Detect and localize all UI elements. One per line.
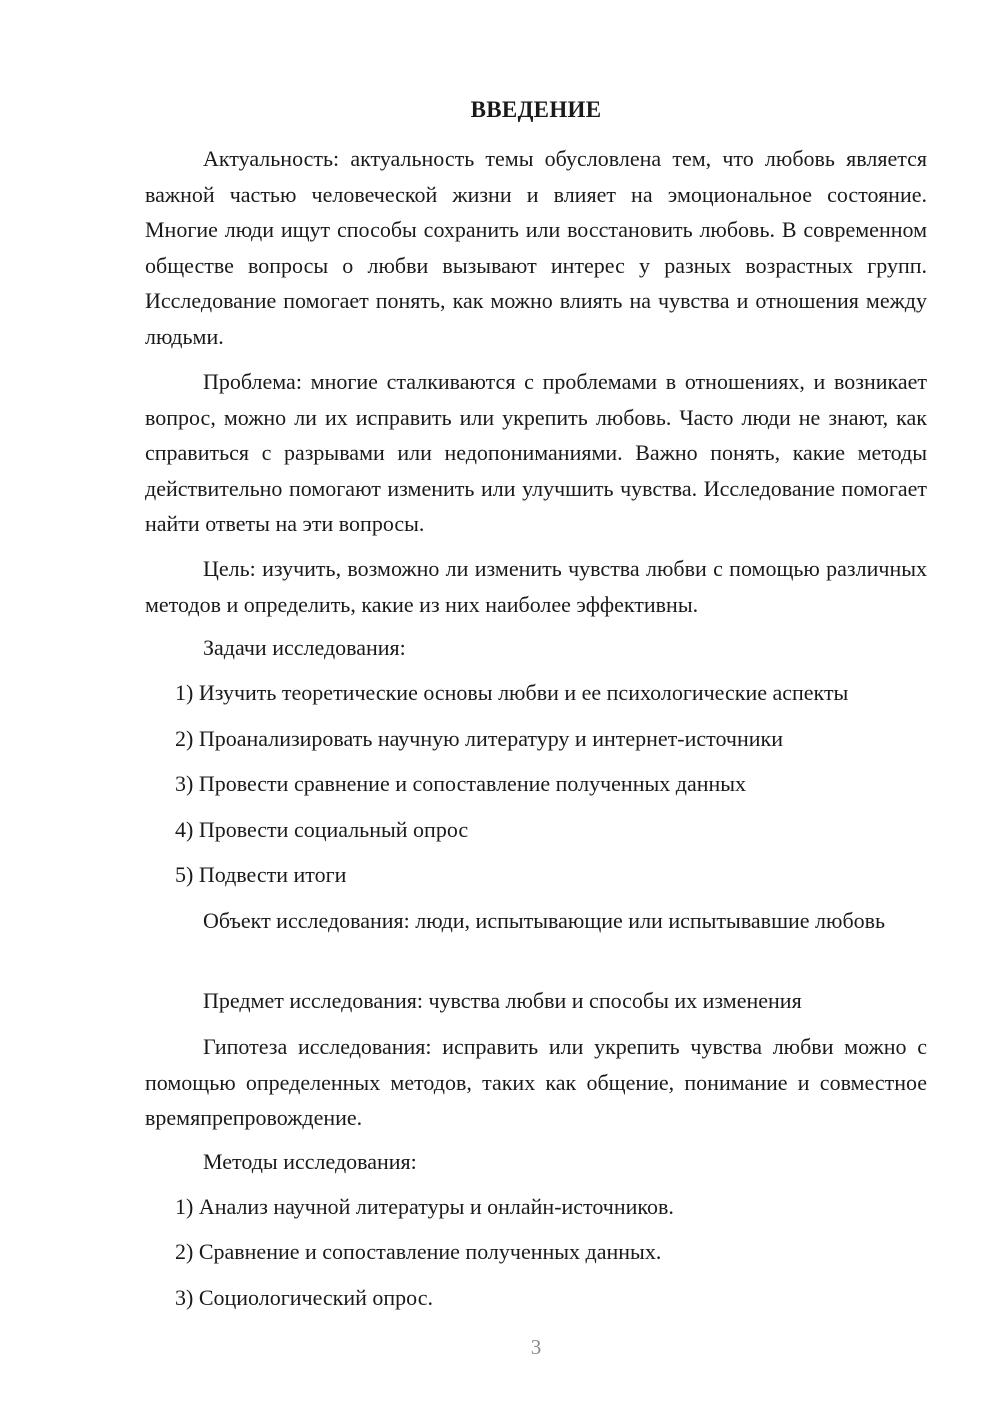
task-item: 2) Проанализировать научную литературу и интернет-источники: [175, 726, 783, 751]
section-title: ВВЕДЕНИЕ: [470, 97, 602, 122]
task-item: 5) Подвести итоги: [175, 862, 347, 887]
subject-paragraph: Предмет исследования: чувства любви и способы их изменения: [203, 988, 802, 1013]
hypothesis-paragraph: Гипотеза исследования: исправить или укрепить чувства любви можно с помощью определенных методов, таких как общение, понимание и совместное времяпрепровождение.: [145, 1034, 927, 1130]
method-item: 2) Сравнение и сопоставление полученных данных.: [175, 1239, 662, 1264]
goal-paragraph: Цель: изучить, возможно ли изменить чувства любви с помощью различных методов и определить, какие из них наиболее эффективны.: [145, 556, 927, 617]
object-paragraph: Объект исследования: люди, испытывающие или испытывавшие любовь: [203, 908, 886, 933]
relevance-paragraph: Актуальность: актуальность темы обусловлена тем, что любовь является важной частью человеческой жизни и влияет на эмоциональное состояние. Многие люди ищут способы сохранить или восстановить любовь. В современном обществе вопросы о любви вызывают интерес у разных возрастных групп. Исследование помогает понять, как можно влиять на чувства и отношения между людьми.: [145, 146, 927, 349]
task-item: 4) Провести социальный опрос: [175, 817, 469, 842]
method-item: 3) Социологический опрос.: [175, 1285, 433, 1310]
problem-paragraph: Проблема: многие сталкиваются с проблемами в отношениях, и возникает вопрос, можно ли их исправить или укрепить любовь. Часто люди не знают, как справиться с разрывами или недопониманиями. Важно понять, какие методы действительно помогают изменить или улучшить чувства. Исследование помогает найти ответы на эти вопросы.: [145, 369, 927, 536]
task-item: 1) Изучить теоретические основы любви и ее психологические аспекты: [175, 680, 849, 705]
tasks-heading: Задачи исследования:: [203, 635, 406, 660]
methods-heading: Методы исследования:: [203, 1149, 417, 1174]
task-item: 3) Провести сравнение и сопоставление полученных данных: [175, 771, 747, 796]
method-item: 1) Анализ научной литературы и онлайн-источников.: [175, 1194, 674, 1219]
page-number: 3: [530, 1335, 542, 1359]
